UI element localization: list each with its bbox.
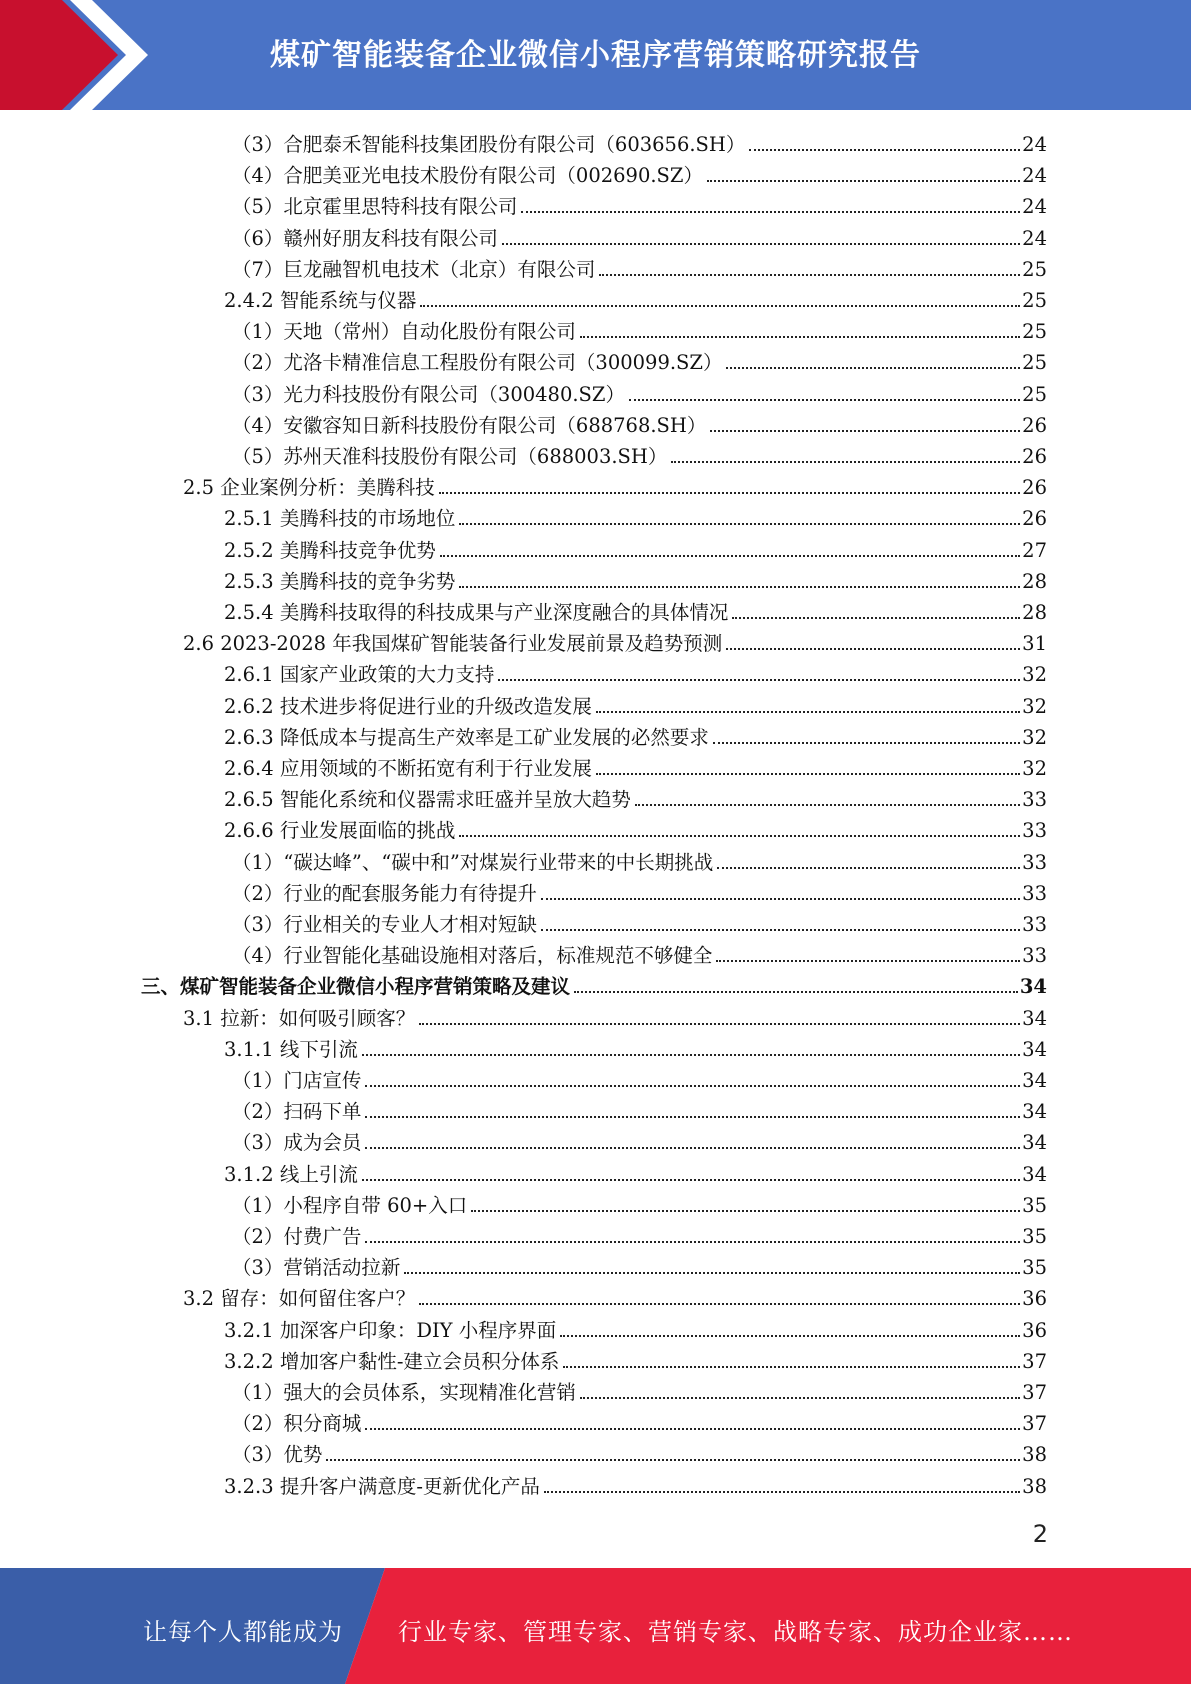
toc-entry-label: 2.6.6 行业发展面临的挑战 [224, 819, 456, 843]
toc-entry[interactable] [232, 1436, 1047, 1467]
toc-entry-label: 2.5.3 美腾科技的竞争劣势 [224, 569, 456, 593]
toc-entry-label: 2.5.2 美腾科技竞争优势 [224, 538, 436, 562]
toc-leader-dots [471, 1210, 1020, 1212]
toc-leader-dots [596, 773, 1020, 775]
toc-entry[interactable] [232, 1218, 1047, 1249]
toc-entry-page: 33 [1022, 913, 1047, 936]
report-footer [0, 1568, 1191, 1684]
toc-entry-label: （4）安徽容知日新科技股份有限公司（688768.SH） [232, 413, 707, 437]
toc-entry-label: （3）优势 [232, 1443, 323, 1467]
toc-leader-dots [439, 492, 1020, 494]
toc-entry-label: （1）门店宣传 [232, 1069, 362, 1092]
toc-entry[interactable] [224, 781, 1047, 812]
toc-entry[interactable] [232, 438, 1047, 469]
toc-entry[interactable] [224, 656, 1047, 687]
toc-leader-dots [732, 617, 1020, 619]
report-header [0, 0, 1191, 110]
toc-entry-label: 2.5.1 美腾科技的市场地位 [224, 507, 456, 531]
toc-entry[interactable] [232, 1093, 1047, 1124]
toc-leader-dots [362, 1054, 1020, 1056]
toc-entry-page: 37 [1022, 1381, 1047, 1404]
toc-leader-dots [726, 367, 1020, 369]
toc-entry-label: （3）行业相关的专业人才相对短缺 [232, 913, 537, 936]
toc-entry[interactable] [232, 1187, 1047, 1218]
toc-leader-dots [459, 835, 1020, 837]
toc-entry-page: 38 [1022, 1443, 1047, 1467]
toc-leader-dots [596, 711, 1020, 713]
toc-entry-label: （4）行业智能化基础设施相对落后，标准规范不够健全 [232, 944, 713, 968]
toc-entry-page: 24 [1022, 133, 1047, 156]
toc-entry-label: 2.6.3 降低成本与提高生产效率是工矿业发展的必然要求 [224, 725, 709, 749]
toc-entry-label: 3.2.1 加深客户印象：DIY 小程序界面 [224, 1318, 557, 1342]
toc-entry-label: 3.2 留存：如何留住客户？ [183, 1287, 416, 1311]
toc-leader-dots [580, 1397, 1020, 1399]
toc-entry-page: 25 [1022, 382, 1047, 406]
toc-entry-page: 37 [1022, 1412, 1047, 1436]
toc-entry-page: 35 [1022, 1225, 1047, 1248]
toc-entry[interactable] [224, 688, 1047, 719]
toc-entry[interactable] [232, 188, 1047, 219]
toc-entry-page: 33 [1022, 788, 1047, 812]
toc-entry[interactable] [224, 719, 1047, 750]
toc-entry-page: 35 [1022, 1256, 1047, 1280]
toc-entry[interactable] [224, 563, 1047, 594]
toc-entry[interactable] [232, 1405, 1047, 1436]
toc-leader-dots [544, 1491, 1020, 1493]
toc-leader-dots [541, 929, 1020, 931]
toc-entry-label: 2.6.2 技术进步将促进行业的升级改造发展 [224, 694, 592, 718]
toc-entry-label: （5）苏州天准科技股份有限公司（688003.SH） [232, 445, 668, 468]
toc-leader-dots [459, 523, 1020, 525]
toc-leader-dots [440, 555, 1020, 557]
toc-entry-page: 28 [1022, 601, 1047, 624]
toc-entry-label: （2）积分商城 [232, 1412, 362, 1436]
toc-entry-page: 25 [1022, 289, 1047, 312]
toc-entry[interactable] [183, 469, 1047, 500]
toc-entry-page: 35 [1022, 1193, 1047, 1217]
toc-leader-dots [563, 1366, 1020, 1368]
toc-entry-page: 26 [1022, 476, 1047, 500]
toc-leader-dots [541, 898, 1020, 900]
toc-entry-page: 33 [1022, 944, 1047, 968]
toc-entry-page: 31 [1022, 632, 1047, 656]
toc-entry-page: 34 [1022, 1162, 1047, 1186]
toc-leader-dots [599, 274, 1020, 276]
header-chevron-graphic [0, 0, 152, 110]
page-number: 2 [1032, 1520, 1048, 1548]
toc-entry[interactable] [224, 1031, 1047, 1062]
toc-entry-page: 32 [1022, 694, 1047, 718]
toc-entry-label: 三、煤矿智能装备企业微信小程序营销策略及建议 [141, 975, 571, 999]
toc-entry-page: 24 [1022, 164, 1047, 188]
toc-entry-page: 27 [1022, 538, 1047, 562]
toc-leader-dots [716, 960, 1020, 962]
toc-leader-dots [365, 1116, 1020, 1118]
toc-entry[interactable] [224, 1312, 1047, 1343]
toc-leader-dots [419, 1303, 1020, 1305]
toc-entry-label: （6）赣州好朋友科技有限公司 [232, 226, 498, 250]
toc-entry-page: 32 [1022, 725, 1047, 749]
toc-entry[interactable] [183, 1280, 1047, 1311]
toc-leader-dots [580, 336, 1020, 338]
toc-leader-dots [362, 1179, 1020, 1181]
toc-entry-page: 25 [1022, 351, 1047, 375]
toc-entry-label: （2）付费广告 [232, 1225, 362, 1248]
toc-entry-label: 2.5 企业案例分析：美腾科技 [183, 476, 435, 500]
toc-entry-label: 2.5.4 美腾科技取得的科技成果与产业深度融合的具体情况 [224, 601, 729, 624]
toc-leader-dots [365, 1241, 1020, 1243]
toc-entry-label: 3.2.2 增加客户黏性-建立会员积分体系 [224, 1349, 560, 1373]
toc-leader-dots [326, 1459, 1020, 1461]
toc-entry-label: 2.6.4 应用领域的不断拓宽有利于行业发展 [224, 757, 592, 780]
toc-entry-label: 3.1.1 线下引流 [224, 1037, 358, 1061]
toc-entry-page: 32 [1022, 663, 1047, 687]
toc-entry-page: 25 [1022, 257, 1047, 281]
toc-leader-dots [635, 804, 1020, 806]
toc-entry-page: 36 [1022, 1318, 1047, 1342]
toc-entry[interactable] [232, 126, 1047, 157]
toc-entry-page: 34 [1022, 1069, 1047, 1092]
toc-leader-dots [749, 149, 1020, 151]
footer-slogan-left: 让每个人都能成为 [143, 1618, 343, 1646]
toc-entry[interactable] [224, 1343, 1047, 1374]
toc-entry[interactable] [232, 906, 1047, 937]
toc-entry-page: 24 [1022, 226, 1047, 250]
toc-leader-dots [560, 1335, 1020, 1337]
toc-entry-page: 34 [1022, 1100, 1047, 1124]
toc-entry[interactable] [232, 376, 1047, 407]
toc-entry-label: 2.6 2023-2028 年我国煤矿智能装备行业发展前景及趋势预测 [183, 632, 723, 656]
toc-entry-page: 26 [1022, 507, 1047, 531]
toc-entry-page: 38 [1022, 1474, 1047, 1498]
toc-entry-page: 34 [1019, 975, 1047, 999]
toc-entry[interactable] [224, 500, 1047, 531]
toc-leader-dots [707, 180, 1020, 182]
toc-entry-label: （7）巨龙融智机电技术（北京）有限公司 [232, 257, 596, 281]
toc-entry-label: （1）强大的会员体系，实现精准化营销 [232, 1381, 576, 1404]
toc-leader-dots [419, 1023, 1020, 1025]
toc-entry-label: （3）光力科技股份有限公司（300480.SZ） [232, 382, 625, 406]
report-title: 煤矿智能装备企业微信小程序营销策略研究报告 [270, 38, 921, 73]
toc-entry[interactable] [224, 594, 1047, 625]
toc-entry-label: （3）营销活动拉新 [232, 1256, 401, 1280]
toc-entry[interactable] [232, 875, 1047, 906]
toc-entry-label: （5）北京霍里思特科技有限公司 [232, 195, 518, 219]
toc-leader-dots [713, 742, 1020, 744]
toc-entry-page: 37 [1022, 1349, 1047, 1373]
toc-entry[interactable] [183, 1000, 1047, 1031]
toc-entry-page: 24 [1022, 195, 1047, 219]
toc-entry-label: （1）天地（常州）自动化股份有限公司 [232, 320, 576, 344]
toc-entry[interactable] [232, 1249, 1047, 1280]
toc-entry[interactable] [232, 407, 1047, 438]
toc-leader-dots [502, 243, 1020, 245]
toc-leader-dots [459, 586, 1020, 588]
toc-entry-page: 34 [1022, 1006, 1047, 1030]
toc-entry-label: 3.1.2 线上引流 [224, 1162, 358, 1186]
toc-leader-dots [420, 305, 1020, 307]
toc-leader-dots [726, 648, 1020, 650]
toc-leader-dots [521, 211, 1020, 213]
toc-entry-page: 26 [1022, 445, 1047, 468]
toc-entry-label: （3）合肥泰禾智能科技集团股份有限公司（603656.SH） [232, 133, 746, 156]
toc-leader-dots [671, 461, 1020, 463]
toc-entry-page: 34 [1022, 1037, 1047, 1061]
toc-entry-page: 28 [1022, 569, 1047, 593]
toc-entry-label: 2.6.1 国家产业政策的大力支持 [224, 663, 495, 687]
toc-entry-page: 33 [1022, 850, 1047, 874]
toc-entry-label: 3.1 拉新：如何吸引顾客？ [183, 1006, 416, 1030]
toc-entry[interactable] [232, 157, 1047, 188]
toc-entry[interactable] [224, 282, 1047, 313]
toc-entry-page: 32 [1022, 757, 1047, 780]
toc-entry-label: （3）成为会员 [232, 1131, 362, 1155]
toc-entry-page: 26 [1022, 413, 1047, 437]
toc-entry-page: 36 [1022, 1287, 1047, 1311]
toc-leader-dots [365, 1147, 1020, 1149]
toc-leader-dots [629, 399, 1020, 401]
toc-leader-dots [498, 679, 1020, 681]
toc-leader-dots [365, 1085, 1020, 1087]
toc-entry-label: （2）扫码下单 [232, 1100, 362, 1124]
toc-entry-label: 2.4.2 智能系统与仪器 [224, 289, 417, 312]
toc-entry[interactable] [232, 220, 1047, 251]
toc-leader-dots [404, 1272, 1020, 1274]
toc-entry-page: 33 [1022, 819, 1047, 843]
toc-entry[interactable] [224, 532, 1047, 563]
toc-entry-label: （2）尤洛卡精准信息工程股份有限公司（300099.SZ） [232, 351, 723, 375]
toc-entry[interactable] [232, 1124, 1047, 1155]
toc-entry-page: 25 [1022, 320, 1047, 344]
toc-entry[interactable] [232, 1062, 1047, 1093]
toc-entry-label: （4）合肥美亚光电技术股份有限公司（002690.SZ） [232, 164, 703, 188]
toc-entry[interactable] [232, 251, 1047, 282]
toc-leader-dots [717, 867, 1020, 869]
toc-entry[interactable] [224, 812, 1047, 843]
toc-entry[interactable] [224, 750, 1047, 781]
toc-leader-dots [710, 430, 1020, 432]
toc-entry-label: （1）小程序自带 60+入口 [232, 1193, 468, 1217]
toc-entry[interactable] [183, 625, 1047, 656]
toc-leader-dots [574, 991, 1018, 993]
toc-leader-dots [365, 1428, 1020, 1430]
toc-entry[interactable] [232, 313, 1047, 344]
toc-entry[interactable] [232, 344, 1047, 375]
toc-entry-page: 33 [1022, 881, 1047, 905]
toc-entry[interactable] [141, 968, 1047, 999]
toc-entry-label: 2.6.5 智能化系统和仪器需求旺盛并呈放大趋势 [224, 788, 631, 812]
footer-slogan-right: 行业专家、管理专家、营销专家、战略专家、成功企业家…… [398, 1618, 1073, 1646]
toc-entry-label: （2）行业的配套服务能力有待提升 [232, 881, 537, 905]
toc-entry[interactable] [232, 937, 1047, 968]
toc-entry[interactable] [232, 1374, 1047, 1405]
toc-entry-label: 3.2.3 提升客户满意度-更新优化产品 [224, 1474, 540, 1498]
toc-entry-label: （1）“碳达峰”、“碳中和”对煤炭行业带来的中长期挑战 [232, 850, 714, 874]
toc-entry-page: 34 [1022, 1131, 1047, 1155]
toc-entry[interactable] [232, 844, 1047, 875]
toc-entry[interactable] [224, 1468, 1047, 1499]
toc-entry[interactable] [224, 1156, 1047, 1187]
